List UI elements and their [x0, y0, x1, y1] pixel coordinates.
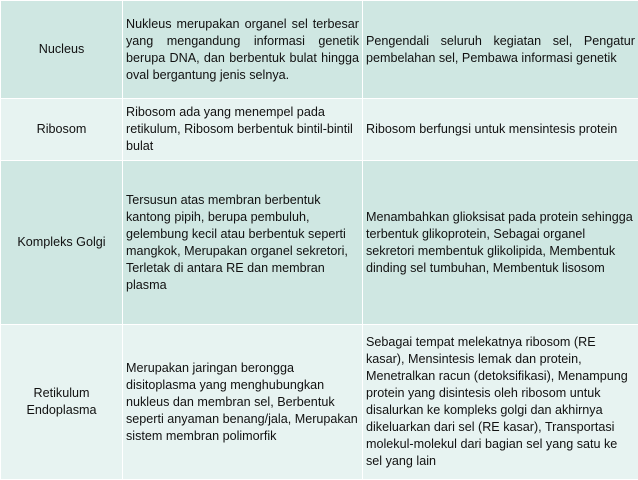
organel-name-cell: Nucleus	[1, 1, 123, 99]
structure-cell: Ribosom ada yang menempel pada retikulum, Ribosom berbentuk bintil-bintil bulat	[123, 99, 363, 161]
organel-name-cell: Retikulum Endoplasma	[1, 325, 123, 480]
table-row-retikulum-endoplasma	[1, 325, 638, 480]
structure-cell: Tersusun atas membran berbentuk kantong pipih, berupa pembuluh, gelembung kecil atau berbentuk seperti mangkok, Merupakan organel sekretori, Terletak di antara RE dan membran plasma	[123, 161, 363, 325]
organel-name-cell: Ribosom	[1, 99, 123, 161]
table-row-kompleks-golgi	[1, 161, 638, 325]
function-cell: Sebagai tempat melekatnya ribosom (RE kasar), Mensintesis lemak dan protein, Menetralkan racun (detoksifikasi), Menampung protein yang disintesis oleh ribosom untuk disalurkan ke kompleks golgi dan akhirnya dikeluarkan dari sel (RE kasar), Transportasi molekul-molekul dari bagian sel yang satu ke sel yang lain	[363, 325, 638, 480]
table-row-nucleus	[1, 1, 638, 99]
function-cell: Pengendali seluruh kegiatan sel, Pengatur pembelahan sel, Pembawa informasi genetik	[363, 1, 638, 99]
function-cell: Menambahkan glioksisat pada protein sehingga terbentuk glikoprotein, Sebagai organel sekretori membentuk glikolipida, Membentuk dinding sel tumbuhan, Membentuk lisosom	[363, 161, 638, 325]
structure-cell: Merupakan jaringan berongga disitoplasma yang menghubungkan nukleus dan membran sel, Berbentuk seperti anyaman benang/jala, Merupakan sistem membran polimorfik	[123, 325, 363, 480]
structure-cell: Nukleus merupakan organel sel terbesar yang mengandung informasi genetik berupa DNA, dan berbentuk bulat hingga oval bergantung jenis selnya.	[123, 1, 363, 99]
table-row-ribosom	[1, 99, 638, 161]
organel-name-cell: Kompleks Golgi	[1, 161, 123, 325]
function-cell: Ribosom berfungsi untuk mensintesis protein	[363, 99, 638, 161]
